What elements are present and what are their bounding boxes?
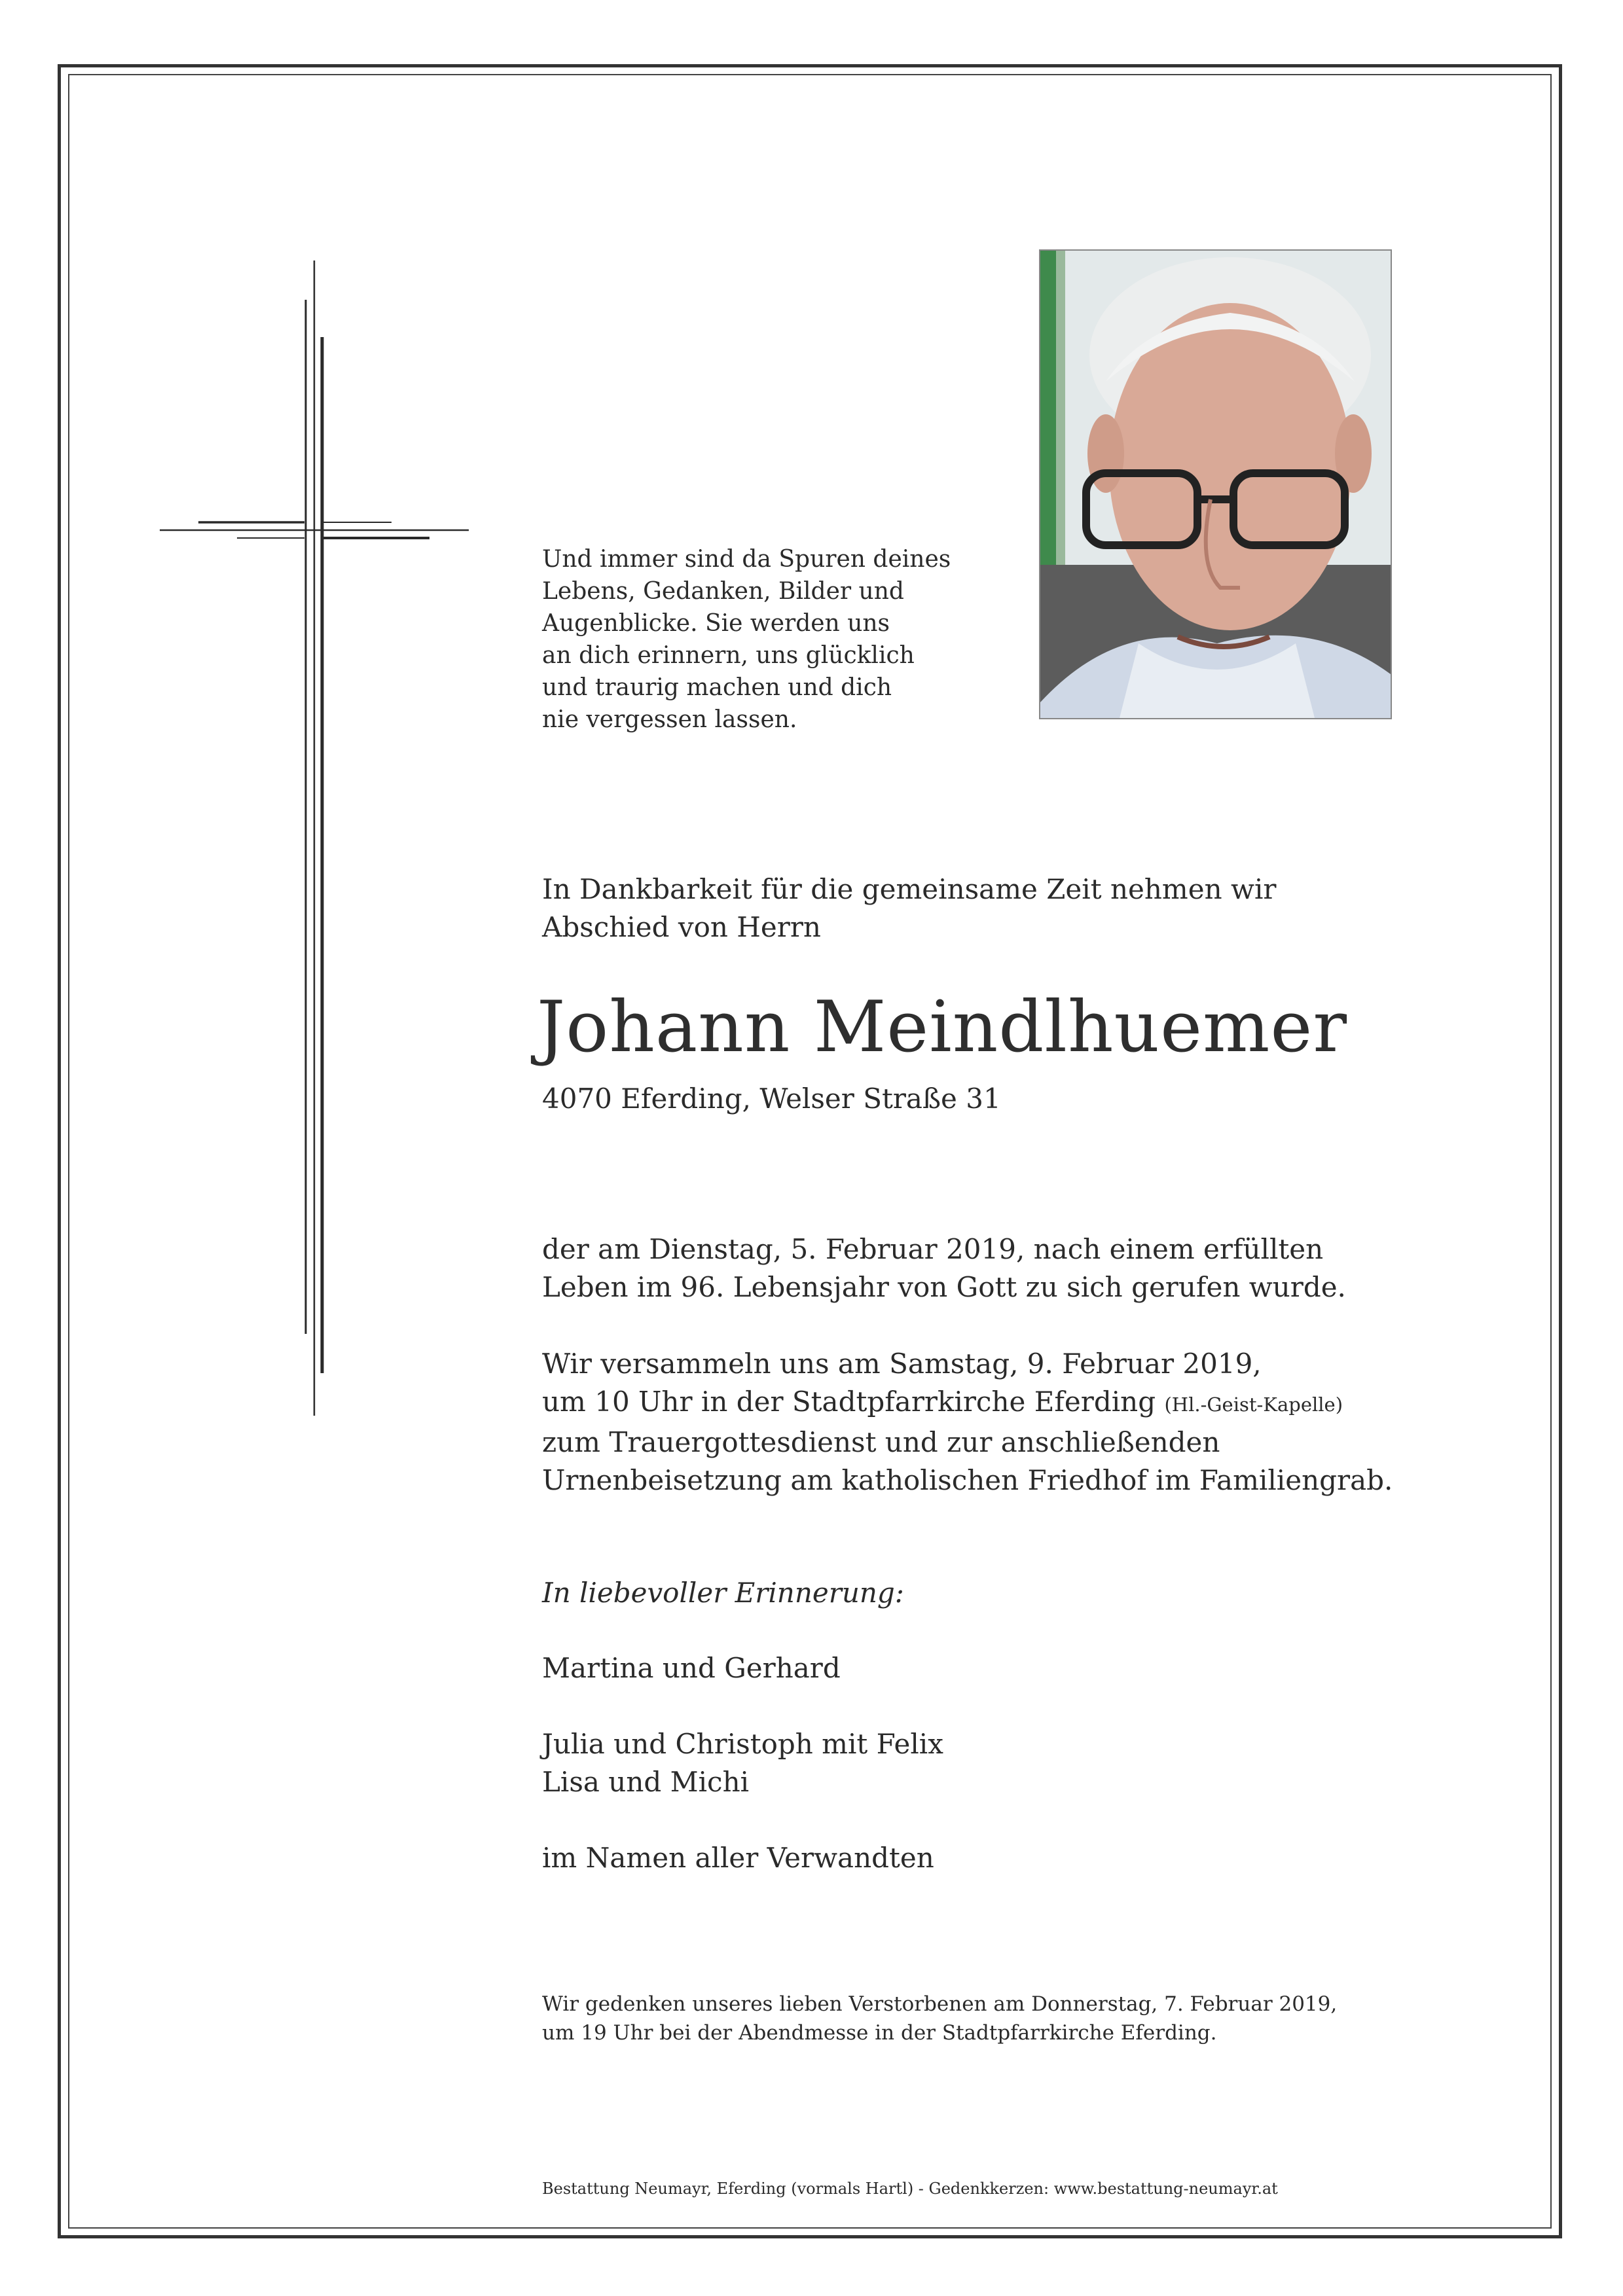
poem-line: nie vergessen lassen.: [542, 706, 797, 733]
poem-line: Lebens, Gedanken, Bilder und: [542, 578, 904, 605]
memorial-mass-line: Wir gedenken unseres lieben Verstorbenen am Donnerstag, 7. Februar 2019,: [542, 1992, 1338, 2016]
portrait-photo: [1039, 249, 1392, 719]
poem: [542, 543, 951, 736]
poem-line: an dich erinnern, uns glücklich: [542, 642, 915, 669]
death-notice-line: Leben im 96. Lebensjahr von Gott zu sich gerufen wurde.: [542, 1271, 1346, 1303]
service-line-1: Wir versammeln uns am Samstag, 9. Februar 2019,: [542, 1348, 1262, 1380]
poem-line: Augenblicke. Sie werden uns: [542, 610, 890, 637]
service-line-2-text: um 10 Uhr in der Stadtpfarrkirche Eferding: [542, 1386, 1156, 1418]
portrait-illustration: [1040, 251, 1392, 719]
family-line: im Namen aller Verwandten: [542, 1842, 934, 1874]
death-notice-line: der am Dienstag, 5. Februar 2019, nach einem erfüllten: [542, 1233, 1324, 1265]
memorial-mass-line: um 19 Uhr bei der Abendmesse in der Stadtpfarrkirche Eferding.: [542, 2021, 1217, 2045]
intro: [542, 870, 1276, 946]
service-line-2: [542, 1383, 1393, 1424]
footer-funeral-home: Bestattung Neumayr, Eferding (vormals Hartl) - Gedenkkerzen: www.bestattung-neumayr.at: [542, 2179, 1278, 2198]
poem-line: und traurig machen und dich: [542, 674, 892, 701]
family-line: Martina und Gerhard: [542, 1652, 841, 1684]
family-line: Lisa und Michi: [542, 1766, 750, 1798]
family-line: Julia und Christoph mit Felix: [542, 1728, 943, 1760]
service-line-4: Urnenbeisetzung am katholischen Friedhof im Familiengrab.: [542, 1464, 1393, 1496]
deceased-name: Johann Meindlhuemer: [537, 986, 1347, 1068]
intro-line: In Dankbarkeit für die gemeinsame Zeit nehmen wir: [542, 873, 1277, 905]
intro-line: Abschied von Herrn: [542, 911, 821, 943]
death-notice: [542, 1230, 1346, 1306]
memory-heading: In liebevoller Erinnerung:: [542, 1577, 904, 1609]
service-details: [542, 1345, 1393, 1499]
poem-line: Und immer sind da Spuren deines: [542, 546, 951, 573]
memorial-mass-note: [542, 1990, 1337, 2047]
service-location-note: (Hl.-Geist-Kapelle): [1164, 1393, 1343, 1416]
deceased-address: 4070 Eferding, Welser Straße 31: [542, 1083, 1001, 1115]
service-line-3: zum Trauergottesdienst und zur anschließenden: [542, 1426, 1220, 1458]
